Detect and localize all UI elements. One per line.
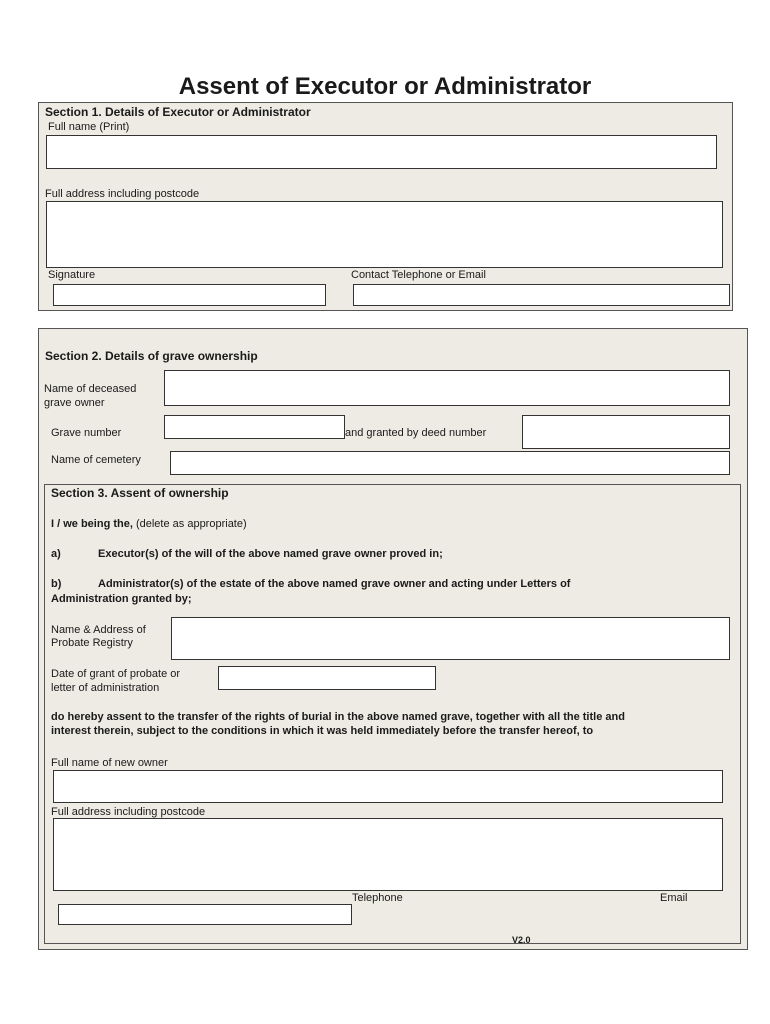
deceased-label-2: grave owner	[44, 397, 105, 409]
telephone-input[interactable]	[58, 904, 352, 925]
grant-date-input[interactable]	[218, 666, 436, 690]
assent-text-1: do hereby assent to the transfer of the rights of burial in the above named grave, together with all the title and	[51, 711, 625, 723]
probate-registry-input[interactable]	[171, 617, 730, 660]
deed-label: and granted by deed number	[345, 427, 487, 439]
grant-date-label-1: Date of grant of probate or	[51, 668, 181, 680]
option-a-marker: a)	[51, 548, 61, 560]
grave-number-label: Grave number	[51, 427, 122, 439]
version-label: V2.0	[512, 935, 531, 945]
we-being-note: (delete as appropriate)	[135, 518, 247, 530]
we-being-bold: I / we being the,	[51, 518, 133, 530]
telephone-label: Telephone	[352, 892, 403, 904]
assent-text-2: interest therein, subject to the conditions in which it was held immediately before the transfer hereof, to	[51, 725, 594, 737]
new-owner-address-label: Full address including postcode	[51, 806, 206, 818]
section2-heading: Section 2. Details of grave ownership	[45, 349, 258, 363]
deceased-label-1: Name of deceased	[44, 383, 137, 395]
cemetery-label: Name of cemetery	[51, 454, 141, 466]
full-name-input[interactable]	[46, 135, 717, 169]
we-being-line	[51, 518, 247, 531]
new-owner-address-input[interactable]	[53, 818, 723, 891]
contact-input[interactable]	[353, 284, 730, 306]
email-label: Email	[660, 892, 688, 904]
cemetery-input[interactable]	[170, 451, 730, 475]
deed-number-input[interactable]	[522, 415, 730, 449]
signature-label: Signature	[48, 269, 96, 281]
new-owner-label: Full name of new owner	[51, 757, 168, 769]
grant-date-label-2: letter of administration	[51, 682, 160, 694]
contact-label: Contact Telephone or Email	[351, 269, 486, 281]
address-label: Full address including postcode	[45, 188, 200, 200]
probate-label-1: Name & Address of	[51, 624, 146, 636]
full-name-label: Full name (Print)	[48, 121, 130, 133]
option-b-text-2: Administration granted by;	[51, 593, 192, 605]
probate-label-2: Probate Registry	[51, 637, 133, 649]
grave-number-input[interactable]	[164, 415, 345, 439]
section3-heading: Section 3. Assent of ownership	[51, 486, 229, 500]
section1-heading: Section 1. Details of Executor or Administrator	[45, 105, 311, 119]
option-a-text: Executor(s) of the will of the above named grave owner proved in;	[98, 548, 443, 560]
signature-input[interactable]	[53, 284, 326, 306]
deceased-name-input[interactable]	[164, 370, 730, 406]
option-b-text-1: Administrator(s) of the estate of the above named grave owner and acting under Letters of	[98, 578, 571, 590]
page-title: Assent of Executor or Administrator	[178, 73, 592, 100]
address-input[interactable]	[46, 201, 723, 268]
option-b-marker: b)	[51, 578, 62, 590]
new-owner-input[interactable]	[53, 770, 723, 803]
